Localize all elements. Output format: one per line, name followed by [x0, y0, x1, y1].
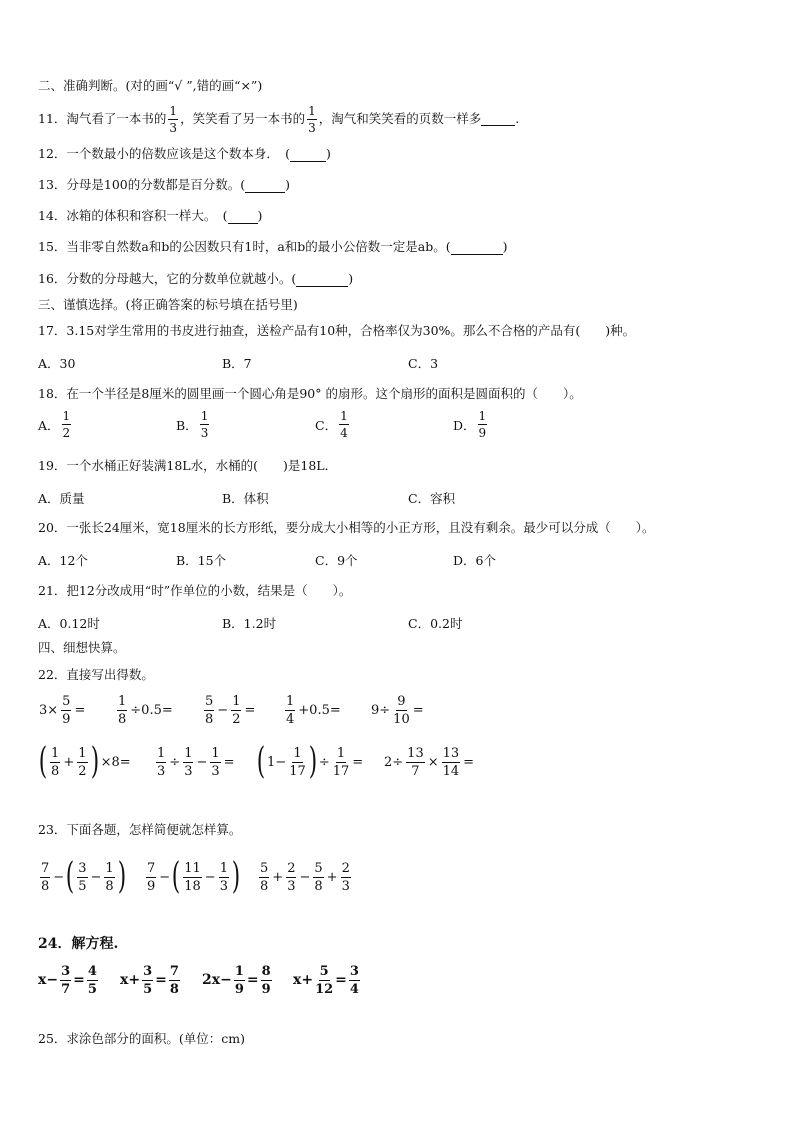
option-d[interactable]: D．6个 — [453, 553, 496, 568]
option-a[interactable]: A． $\frac{1}{2}$ — [38, 409, 71, 440]
expression: ( 1− $\frac{1}{17}$ ) ÷ $\frac{1}{17}$ = — [256, 741, 364, 782]
expression: $\frac{7}{8}$ − ( $\frac{3}{5}$ − $\frac{1}{8}$ ) — [41, 856, 126, 897]
option-a[interactable]: A．30 — [38, 356, 76, 371]
expression: 3× $\frac{5}{9}$ = — [39, 693, 86, 727]
fraction: $\frac{1}{3}$ — [308, 103, 316, 135]
question-23-title: 23．下面各题，怎样简便就怎样算。 — [38, 822, 242, 837]
option-a[interactable]: A．0.12时 — [38, 616, 100, 631]
expression: $\frac{5}{8}$ − $\frac{1}{2}$ = — [205, 693, 256, 727]
question-19: 19．一个水桶正好装满18L水，水桶的( )是18L． — [38, 458, 338, 473]
equation: 2x− $\frac{1}{9}$ = $\frac{8}{9}$ — [202, 963, 271, 997]
answer-blank[interactable] — [245, 180, 285, 193]
option-d[interactable]: D． $\frac{1}{9}$ — [453, 409, 487, 440]
option-b[interactable]: B． $\frac{1}{3}$ — [176, 409, 209, 440]
question-15: 15．当非零自然数a和b的公因数只有1时，a和b的最小公倍数一定是ab。( ) — [38, 239, 508, 254]
section-3-title: 三、谨慎选择。(将正确答案的标号填在括号里) — [38, 297, 298, 312]
question-24-title: 24．解方程. — [38, 936, 119, 952]
answer-blank[interactable] — [228, 211, 258, 224]
expression: $\frac{1}{8}$ ÷0.5= — [118, 693, 173, 727]
answer-blank[interactable] — [296, 274, 348, 287]
question-16: 16．分数的分母越大，它的分数单位就越小。( ) — [38, 271, 354, 286]
expression: $\frac{7}{9}$ − ( $\frac{11}{18}$ − $\frac{1}{3}$ ) — [147, 856, 241, 897]
option-c[interactable]: C．0.2时 — [408, 616, 463, 631]
question-13: 13．分母是100的分数都是百分数。( ) — [38, 177, 291, 192]
section-2-title: 二、准确判断。(对的画“√ ”,错的画“×”) — [38, 78, 263, 93]
option-a[interactable]: A．质量 — [38, 491, 85, 506]
option-b[interactable]: B．1.2时 — [222, 616, 277, 631]
equation: x+ $\frac{3}{5}$ = $\frac{7}{8}$ — [120, 963, 179, 997]
answer-blank[interactable] — [481, 113, 515, 126]
question-21: 21．把12分改成用“时”作单位的小数，结果是（ ）。 — [38, 583, 352, 598]
fraction: $\frac{1}{3}$ — [169, 103, 178, 135]
question-18: 18．在一个半径是8厘米的圆里画一个圆心角是90° 的扇形。这个扇形的面积是圆面积的（ ）。 — [38, 386, 582, 401]
option-b[interactable]: B．15个 — [176, 553, 227, 568]
option-c[interactable]: C．9个 — [315, 553, 358, 568]
option-b[interactable]: B．7 — [222, 356, 252, 371]
question-14: 14．冰箱的体积和容积一样大。 ( ) — [38, 208, 263, 223]
equation: x+ $\frac{5}{12}$ = $\frac{3}{4}$ — [293, 963, 359, 997]
option-c[interactable]: C． $\frac{1}{4}$ — [315, 409, 348, 440]
expression: $\frac{1}{4}$ +0.5= — [286, 693, 341, 727]
expression: ( $\frac{1}{8}$ + $\frac{1}{2}$ ) ×8= — [38, 741, 131, 782]
question-25-title: 25．求涂色部分的面积。(单位：cm) — [38, 1031, 246, 1046]
answer-blank[interactable] — [290, 149, 326, 162]
option-a[interactable]: A．12个 — [38, 553, 88, 568]
option-b[interactable]: B．体积 — [222, 491, 269, 506]
section-4-title: 四、细想快算。 — [38, 640, 126, 655]
expression: $\frac{5}{8}$ + $\frac{2}{3}$ − $\frac{5}{8}$ + $\frac{2}{3}$ — [260, 860, 350, 894]
option-c[interactable]: C．容积 — [408, 491, 456, 506]
question-17: 17．3.15对学生常用的书皮进行抽查，送检产品有10种，合格率仅为30%。那么不合格的产品有( )种。 — [38, 323, 636, 338]
option-c[interactable]: C．3 — [408, 356, 439, 371]
question-11: 11． 淘气看了一本书的 $\frac{1}{3}$ ，笑笑看了另一本书的 $\frac{1}{3}$ ，淘气和笑笑看的页数一样多 . — [38, 103, 520, 135]
answer-blank[interactable] — [451, 242, 503, 255]
expression: 2÷ $\frac{13}{7}$ × $\frac{13}{14}$ = — [384, 745, 475, 779]
question-12: 12．一个数最小的倍数应该是这个数本身． ( ) — [38, 146, 331, 161]
expression: $\frac{1}{3}$ ÷ $\frac{1}{3}$ − $\frac{1}{3}$ = — [157, 745, 235, 779]
question-20: 20．一张长24厘米，宽18厘米的长方形纸，要分成大小相等的小正方形，且没有剩余。最少可以分成（ ）。 — [38, 520, 655, 535]
question-22-title: 22．直接写出得数。 — [38, 667, 154, 682]
expression: 9÷ $\frac{9}{10}$ = — [371, 693, 424, 727]
equation: x− $\frac{3}{7}$ = $\frac{4}{5}$ — [38, 963, 97, 997]
